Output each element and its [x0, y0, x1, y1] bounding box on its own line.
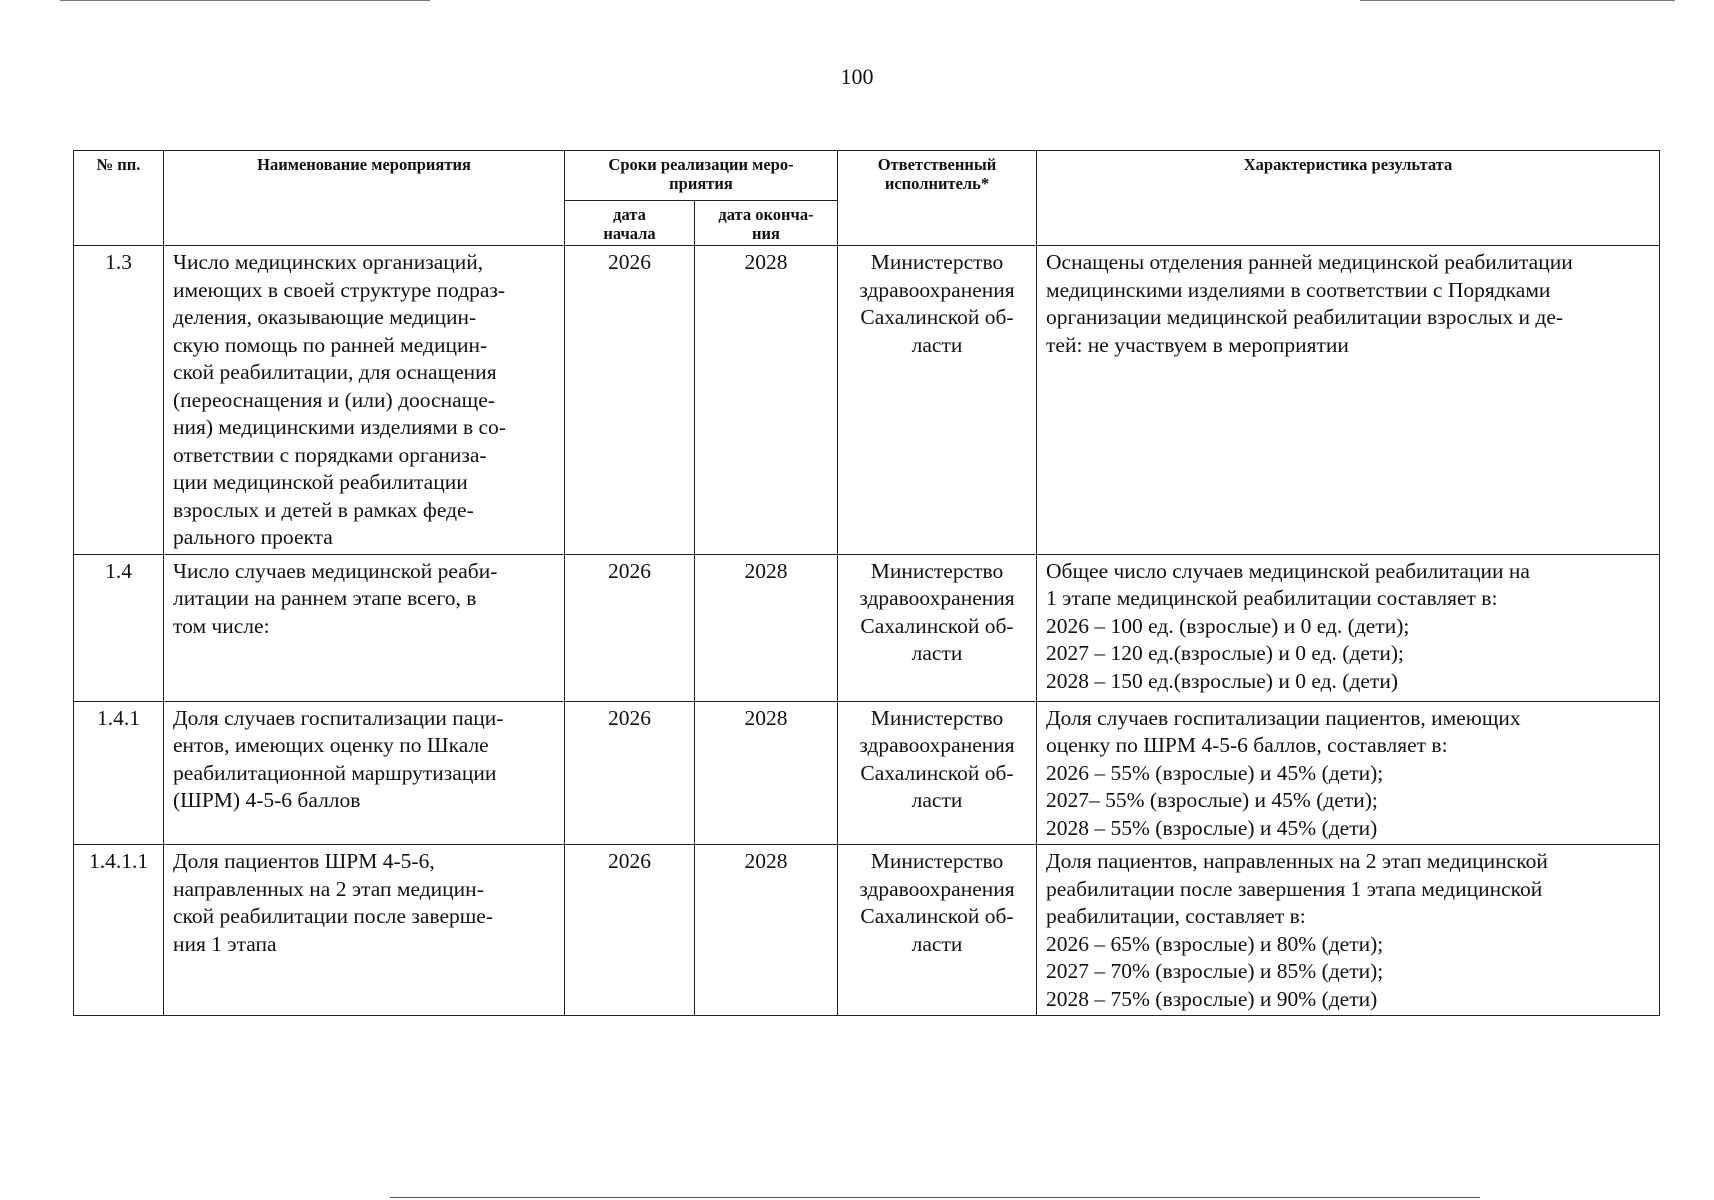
scan-rule-top-right	[1360, 0, 1675, 1]
cell-result	[1037, 701, 1660, 845]
cell-num: 1.4.1.1	[74, 845, 164, 1016]
scan-rule-bottom	[390, 1197, 1480, 1198]
cell-name	[164, 701, 565, 845]
text-line: ния 1 этапа	[173, 931, 277, 956]
header-executor	[838, 151, 1037, 246]
cell-result	[1037, 845, 1660, 1016]
text-line: направленных на 2 этап медицин-	[173, 876, 484, 901]
text-line: (переоснащения и (или) дооснаще-	[173, 387, 495, 412]
text-line: реабилитации после завершения 1 этапа медицинской	[1046, 876, 1543, 901]
scan-rule-top-left	[60, 0, 430, 1]
cell-start-date: 2026	[565, 701, 695, 845]
text-line: 2028 – 75% (взрослые) и 90% (дети)	[1046, 986, 1378, 1011]
header-terms-line: Сроки реализации меро-	[608, 155, 794, 174]
cell-end-date: 2028	[695, 701, 838, 845]
text-line: Министерство	[870, 849, 1004, 873]
cell-start-date: 2026	[565, 554, 695, 701]
text-line: организации медицинской реабилитации взрослых и де-	[1046, 305, 1564, 329]
cell-executor	[838, 246, 1037, 555]
text-line: ласти	[911, 332, 963, 357]
text-line: оценку по ШРМ 4-5-6 баллов, составляет в:	[1046, 733, 1448, 757]
header-end-line: ния	[752, 224, 780, 243]
header-end-date	[695, 201, 838, 246]
text-line: ния) медицинскими изделиями в со-	[173, 415, 506, 439]
text-line: 2026 – 100 ед. (взрослые) и 0 ед. (дети);	[1046, 613, 1410, 638]
text-line: ской реабилитации, для оснащения	[173, 360, 497, 384]
text-line: рального проекта	[173, 525, 333, 549]
text-line: 2027– 55% (взрослые) и 45% (дети);	[1046, 788, 1378, 812]
text-line: ласти	[911, 641, 963, 665]
cell-num: 1.4	[74, 554, 164, 701]
text-line: ской реабилитации после заверше-	[173, 904, 493, 928]
header-start-line: дата	[613, 205, 646, 224]
text-line: здравоохранения	[859, 277, 1015, 302]
header-num: № пп.	[74, 151, 164, 246]
text-line: ентов, имеющих оценку по Шкале	[173, 733, 489, 757]
cell-end-date: 2028	[695, 554, 838, 701]
text-line: литации на раннем этапе всего, в	[173, 586, 477, 610]
text-line: 2027 – 120 ед.(взрослые) и 0 ед. (дети);	[1046, 641, 1404, 665]
text-line: 2027 – 70% (взрослые) и 85% (дети);	[1046, 959, 1384, 983]
header-name: Наименование мероприятия	[164, 151, 565, 246]
text-line: Число медицинских организаций,	[173, 250, 484, 274]
text-line: скую помощь по ранней медицин-	[173, 332, 488, 357]
text-line: том числе:	[173, 613, 270, 638]
cell-name	[164, 246, 565, 555]
text-line: Министерство	[870, 558, 1004, 583]
text-line: ции медицинской реабилитации	[173, 470, 468, 494]
text-line: деления, оказывающие медицин-	[173, 305, 477, 329]
text-line: Доля пациентов, направленных на 2 этап медицинской	[1046, 849, 1548, 873]
text-line: Оснащены отделения ранней медицинской реабилитации	[1046, 250, 1573, 274]
table-row	[74, 701, 1660, 845]
text-line: Доля случаев госпитализации паци-	[173, 705, 504, 730]
text-line: Министерство	[870, 250, 1004, 274]
activities-table	[73, 150, 1660, 1016]
text-line: Доля пациентов ШРМ 4-5-6,	[173, 849, 435, 873]
header-terms	[565, 151, 838, 201]
cell-end-date: 2028	[695, 845, 838, 1016]
header-result: Характеристика результата	[1037, 151, 1660, 246]
cell-executor	[838, 701, 1037, 845]
text-line: имеющих в своей структуре подраз-	[173, 277, 506, 302]
header-executor-line: Ответственный	[877, 155, 997, 174]
page-number: 100	[840, 64, 874, 89]
table-row	[74, 845, 1660, 1016]
text-line: 2026 – 65% (взрослые) и 80% (дети);	[1046, 931, 1384, 956]
text-line: здравоохранения	[859, 876, 1015, 901]
cell-executor	[838, 554, 1037, 701]
text-line: 2028 – 55% (взрослые) и 45% (дети)	[1046, 815, 1378, 840]
cell-end-date: 2028	[695, 246, 838, 555]
cell-name	[164, 845, 565, 1016]
header-start-date	[565, 201, 695, 246]
text-line: Сахалинской об-	[860, 305, 1014, 329]
text-line: тей: не участвуем в мероприятии	[1046, 332, 1349, 357]
text-line: медицинскими изделиями в соответствии с Порядками	[1046, 277, 1551, 302]
text-line: 1 этапе медицинской реабилитации составляет в:	[1046, 586, 1498, 610]
text-line: ответствии с порядками организа-	[173, 442, 487, 467]
text-line: здравоохранения	[859, 733, 1015, 757]
text-line: ласти	[911, 931, 963, 956]
cell-name	[164, 554, 565, 701]
text-line: Число случаев медицинской реаби-	[173, 558, 498, 583]
text-line: 2026 – 55% (взрослые) и 45% (дети);	[1046, 760, 1384, 785]
table-row	[74, 554, 1660, 701]
text-line: реабилитации, составляет в:	[1046, 904, 1306, 928]
header-row-main	[74, 151, 1660, 201]
header-end-line: дата оконча-	[718, 205, 814, 224]
text-line: Сахалинской об-	[860, 904, 1014, 928]
text-line: Сахалинской об-	[860, 613, 1014, 638]
text-line: Министерство	[870, 705, 1004, 730]
text-line: 2028 – 150 ед.(взрослые) и 0 ед. (дети)	[1046, 668, 1398, 693]
text-line: взрослых и детей в рамках феде-	[173, 497, 474, 522]
cell-result	[1037, 554, 1660, 701]
text-line: реабилитационной маршрутизации	[173, 760, 497, 785]
text-line: Общее число случаев медицинской реабилитации на	[1046, 558, 1530, 583]
text-line: Доля случаев госпитализации пациентов, имеющих	[1046, 705, 1521, 730]
cell-num: 1.3	[74, 246, 164, 555]
cell-executor	[838, 845, 1037, 1016]
header-executor-line: исполнитель*	[884, 174, 990, 193]
text-line: здравоохранения	[859, 586, 1015, 610]
table-row	[74, 246, 1660, 555]
header-terms-line: приятия	[669, 174, 733, 193]
text-line: ласти	[911, 788, 963, 812]
cell-start-date: 2026	[565, 246, 695, 555]
cell-num: 1.4.1	[74, 701, 164, 845]
cell-result	[1037, 246, 1660, 555]
cell-start-date: 2026	[565, 845, 695, 1016]
text-line: (ШРМ) 4-5-6 баллов	[173, 788, 361, 812]
header-start-line: начала	[603, 224, 656, 243]
text-line: Сахалинской об-	[860, 760, 1014, 785]
